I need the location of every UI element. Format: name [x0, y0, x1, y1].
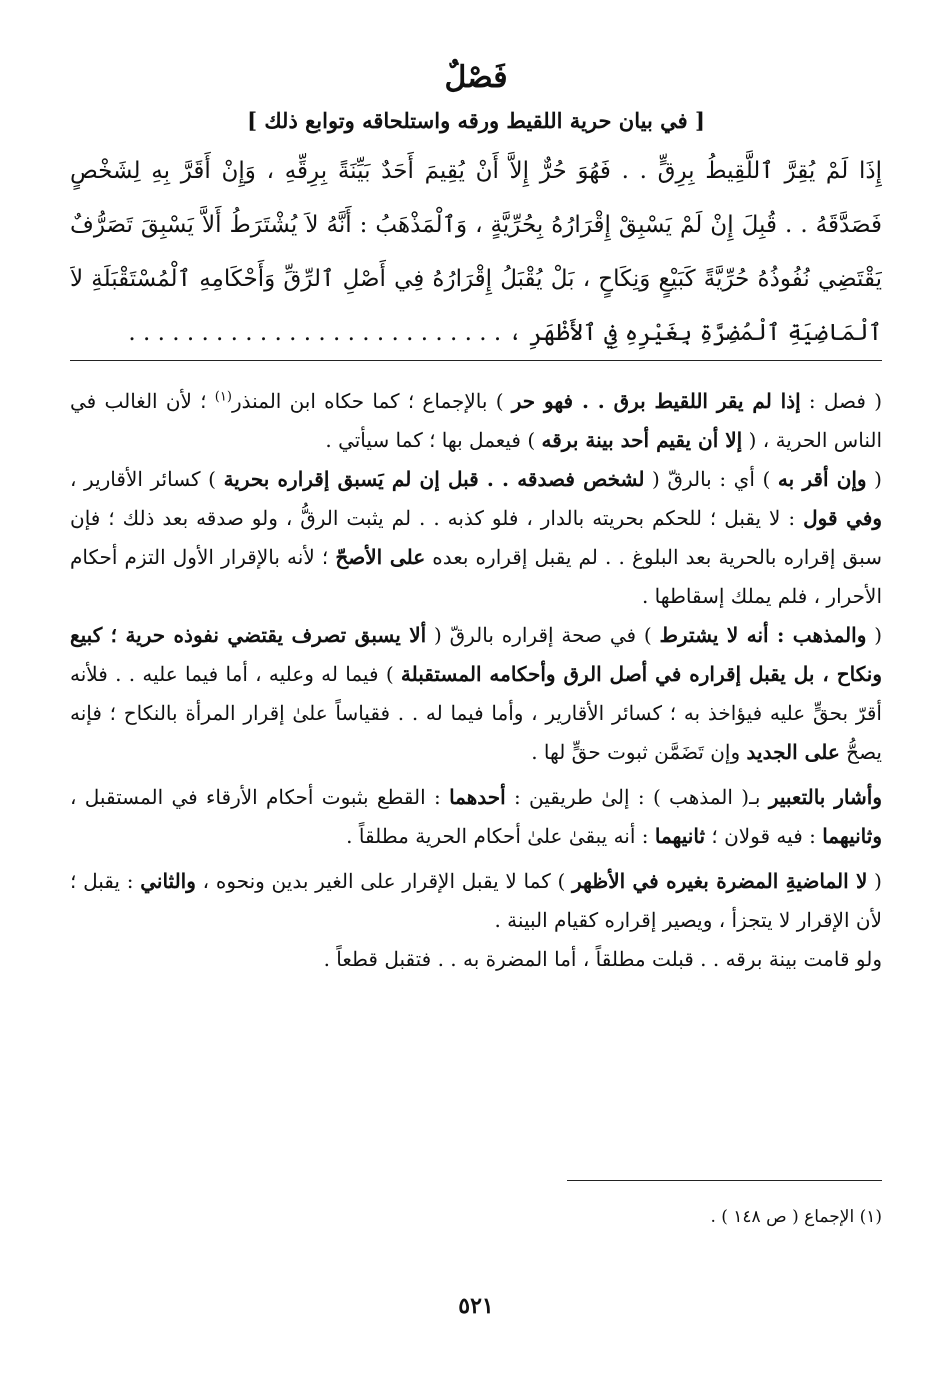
- bold-term: أحدهما: [449, 785, 506, 809]
- text-run: : القطع بثبوت أحكام الأرقاء في المستقبل ،: [70, 785, 450, 809]
- text-run: : أنه يبقىٰ علىٰ أحكام الحرية مطلقاً .: [346, 824, 655, 848]
- text-run: (: [866, 467, 882, 491]
- matn-separator: [70, 360, 882, 361]
- sharh-paragraph: [70, 862, 882, 940]
- matn-line: يَقْتَضِي نُفُوذُهُ حُرِّيَّةً كَبَيْعٍ وَنِكَاحٍ ، بَلْ يُقْبَلُ إِقْرَارُهُ فِي أَصْلِ ٱلرِّقِّ وَأَحْكَامِهِ ٱلْمُسْتَقْبَلَةِ لاَ: [70, 266, 882, 292]
- bold-term: على الأصحّ: [335, 545, 426, 569]
- quoted-matn: والمذهب : أنه لا يشترط: [659, 623, 867, 647]
- quoted-matn: لا الماضيةِ المضرة بغيره في الأظهر: [572, 869, 868, 893]
- footnote-rule: [567, 1180, 882, 1181]
- quoted-matn: إلا أن يقيم أحد بينة برقه: [541, 428, 743, 452]
- text-run: وإن تَضَمَّن ثبوت حقٍّ لها .: [531, 740, 747, 764]
- text-run: بـ( المذهب ) : إلىٰ طريقين :: [505, 785, 769, 809]
- bold-term: وفي قول: [803, 506, 882, 530]
- text-run: ) فيعمل بها ؛ كما سيأتي .: [325, 428, 542, 452]
- matn-line: [70, 306, 882, 360]
- text-run: ؛ لأنه بالإقرار الأول التزم أحكام الأحرار ، فلم يملك إسقاطها .: [70, 545, 882, 608]
- text-run: : يقبل ؛ لأن الإقرار لا يتجزأ ، ويصير إقراره كقيام البينة .: [70, 869, 882, 932]
- sharh-paragraph: [70, 778, 882, 856]
- quoted-matn: لشخص فصدقه . . قبل إن لم يَسبق إقراره بحرية: [223, 467, 645, 491]
- text-run: ؛ لأن الغالب في الناس الحرية ، (: [70, 389, 882, 452]
- page: [70, 0, 882, 1376]
- text-run: ) أي : بالرقّ (: [644, 467, 778, 491]
- text-run: : فيه قولان ؛: [705, 824, 823, 848]
- sharh-paragraph: ولو قامت بينة برقه . . قبلت مطلقاً ، أما المضرة به . . فتقبل قطعاً .: [323, 947, 882, 971]
- matn-line: إِذَا لَمْ يُقِرَّ ٱللَّقِيطُ بِرِقٍّ . . فَهُوَ حُرٌّ إِلاَّ أَنْ يُقِيمَ أَحَدٌ بَيِّنَةً بِرِقِّهِ ، وَإِنْ أَقَرَّ بِهِ لِشَخْصٍ: [70, 158, 882, 184]
- chapter-subheading: [ في بيان حرية اللقيط ورقه واستلحاقه وتوابع ذلك ]: [247, 108, 705, 133]
- matn-line: فَصَدَّقَهُ . . قُبِلَ إِنْ لَمْ يَسْبِقْ إِقْرَارُهُ بِحُرِّيَّةٍ ، وَٱلْمَذْهَبُ : أَنَّهُ لاَ يُشْتَرَطُ أَلاَّ يَسْبِقَ تَصَرُّفٌ: [70, 212, 882, 238]
- matn-dots: . . . . . . . . . . . . . . . . . . . . . . . . . .: [128, 320, 502, 346]
- matn-text: [70, 144, 882, 360]
- text-run: (: [867, 869, 882, 893]
- bold-term: ثانيهما: [654, 824, 706, 848]
- bold-term: والثاني: [140, 869, 196, 893]
- text-run: : لا يقبل ؛ للحكم بحريته بالدار ، فلو كذبه . . لم يثبت الرقُّ ، ولو صدقه بعد ذلك ؛ فإن سبق إقراره بالحرية بعد البلوغ . . لم يقبل إقراره بعده: [70, 506, 883, 569]
- text-run: ) بالإجماع ؛ كما حكاه ابن المنذر: [231, 389, 512, 413]
- bold-term: وأشار بالتعبير: [768, 785, 882, 809]
- bold-term: وثانيهما: [822, 824, 882, 848]
- chapter-heading: فَصْلٌ: [444, 60, 508, 95]
- text-run: ) فيما له وعليه ، أما فيما عليه . . فلأنه أقرّ بحقٍّ عليه فيؤاخذ به ؛ كسائر الأقارير ، وأما فيما له . . فقياساً علىٰ إقرار المرأة بالنكاح ؛ فإنه يصحُّ: [70, 662, 882, 764]
- sharh-paragraph: [70, 616, 882, 772]
- page-number: ٥٢١: [458, 1293, 494, 1319]
- sharh-text: [70, 382, 882, 979]
- text-run: ) كما لا يقبل الإقرار على الغير بدين ونحوه ،: [195, 869, 573, 893]
- quoted-matn: وإن أقر به: [777, 467, 867, 491]
- text-run: ) في صحة إقراره بالرقّ (: [426, 623, 660, 647]
- quoted-matn: إذا لم يقر اللقيط برق . . فهو حر: [511, 389, 801, 413]
- sharh-paragraph: [70, 382, 882, 460]
- text-run: (: [866, 623, 882, 647]
- footnote: (١) الإجماع ( ص ١٤٨ ) .: [710, 1207, 882, 1227]
- text-run: ) كسائر الأقارير ،: [70, 467, 224, 491]
- matn-line-text: ٱلْمَاضِيَةِ ٱلْمُضِرَّةِ بِغَيْرِهِ فِي ٱلأَظْهَرِ ،: [508, 320, 882, 346]
- bold-term: على الجديد: [746, 740, 840, 764]
- text-run: ( فصل :: [800, 389, 882, 413]
- sharh-paragraph: [70, 460, 882, 616]
- quoted-matn: ألا يسبق تصرف يقتضي نفوذه حرية ؛ كبيع ونكاح ، بل يقبل إقراره في أصل الرق وأحكامه المستقبلة: [70, 623, 882, 686]
- footnote-marker: (١): [214, 389, 232, 405]
